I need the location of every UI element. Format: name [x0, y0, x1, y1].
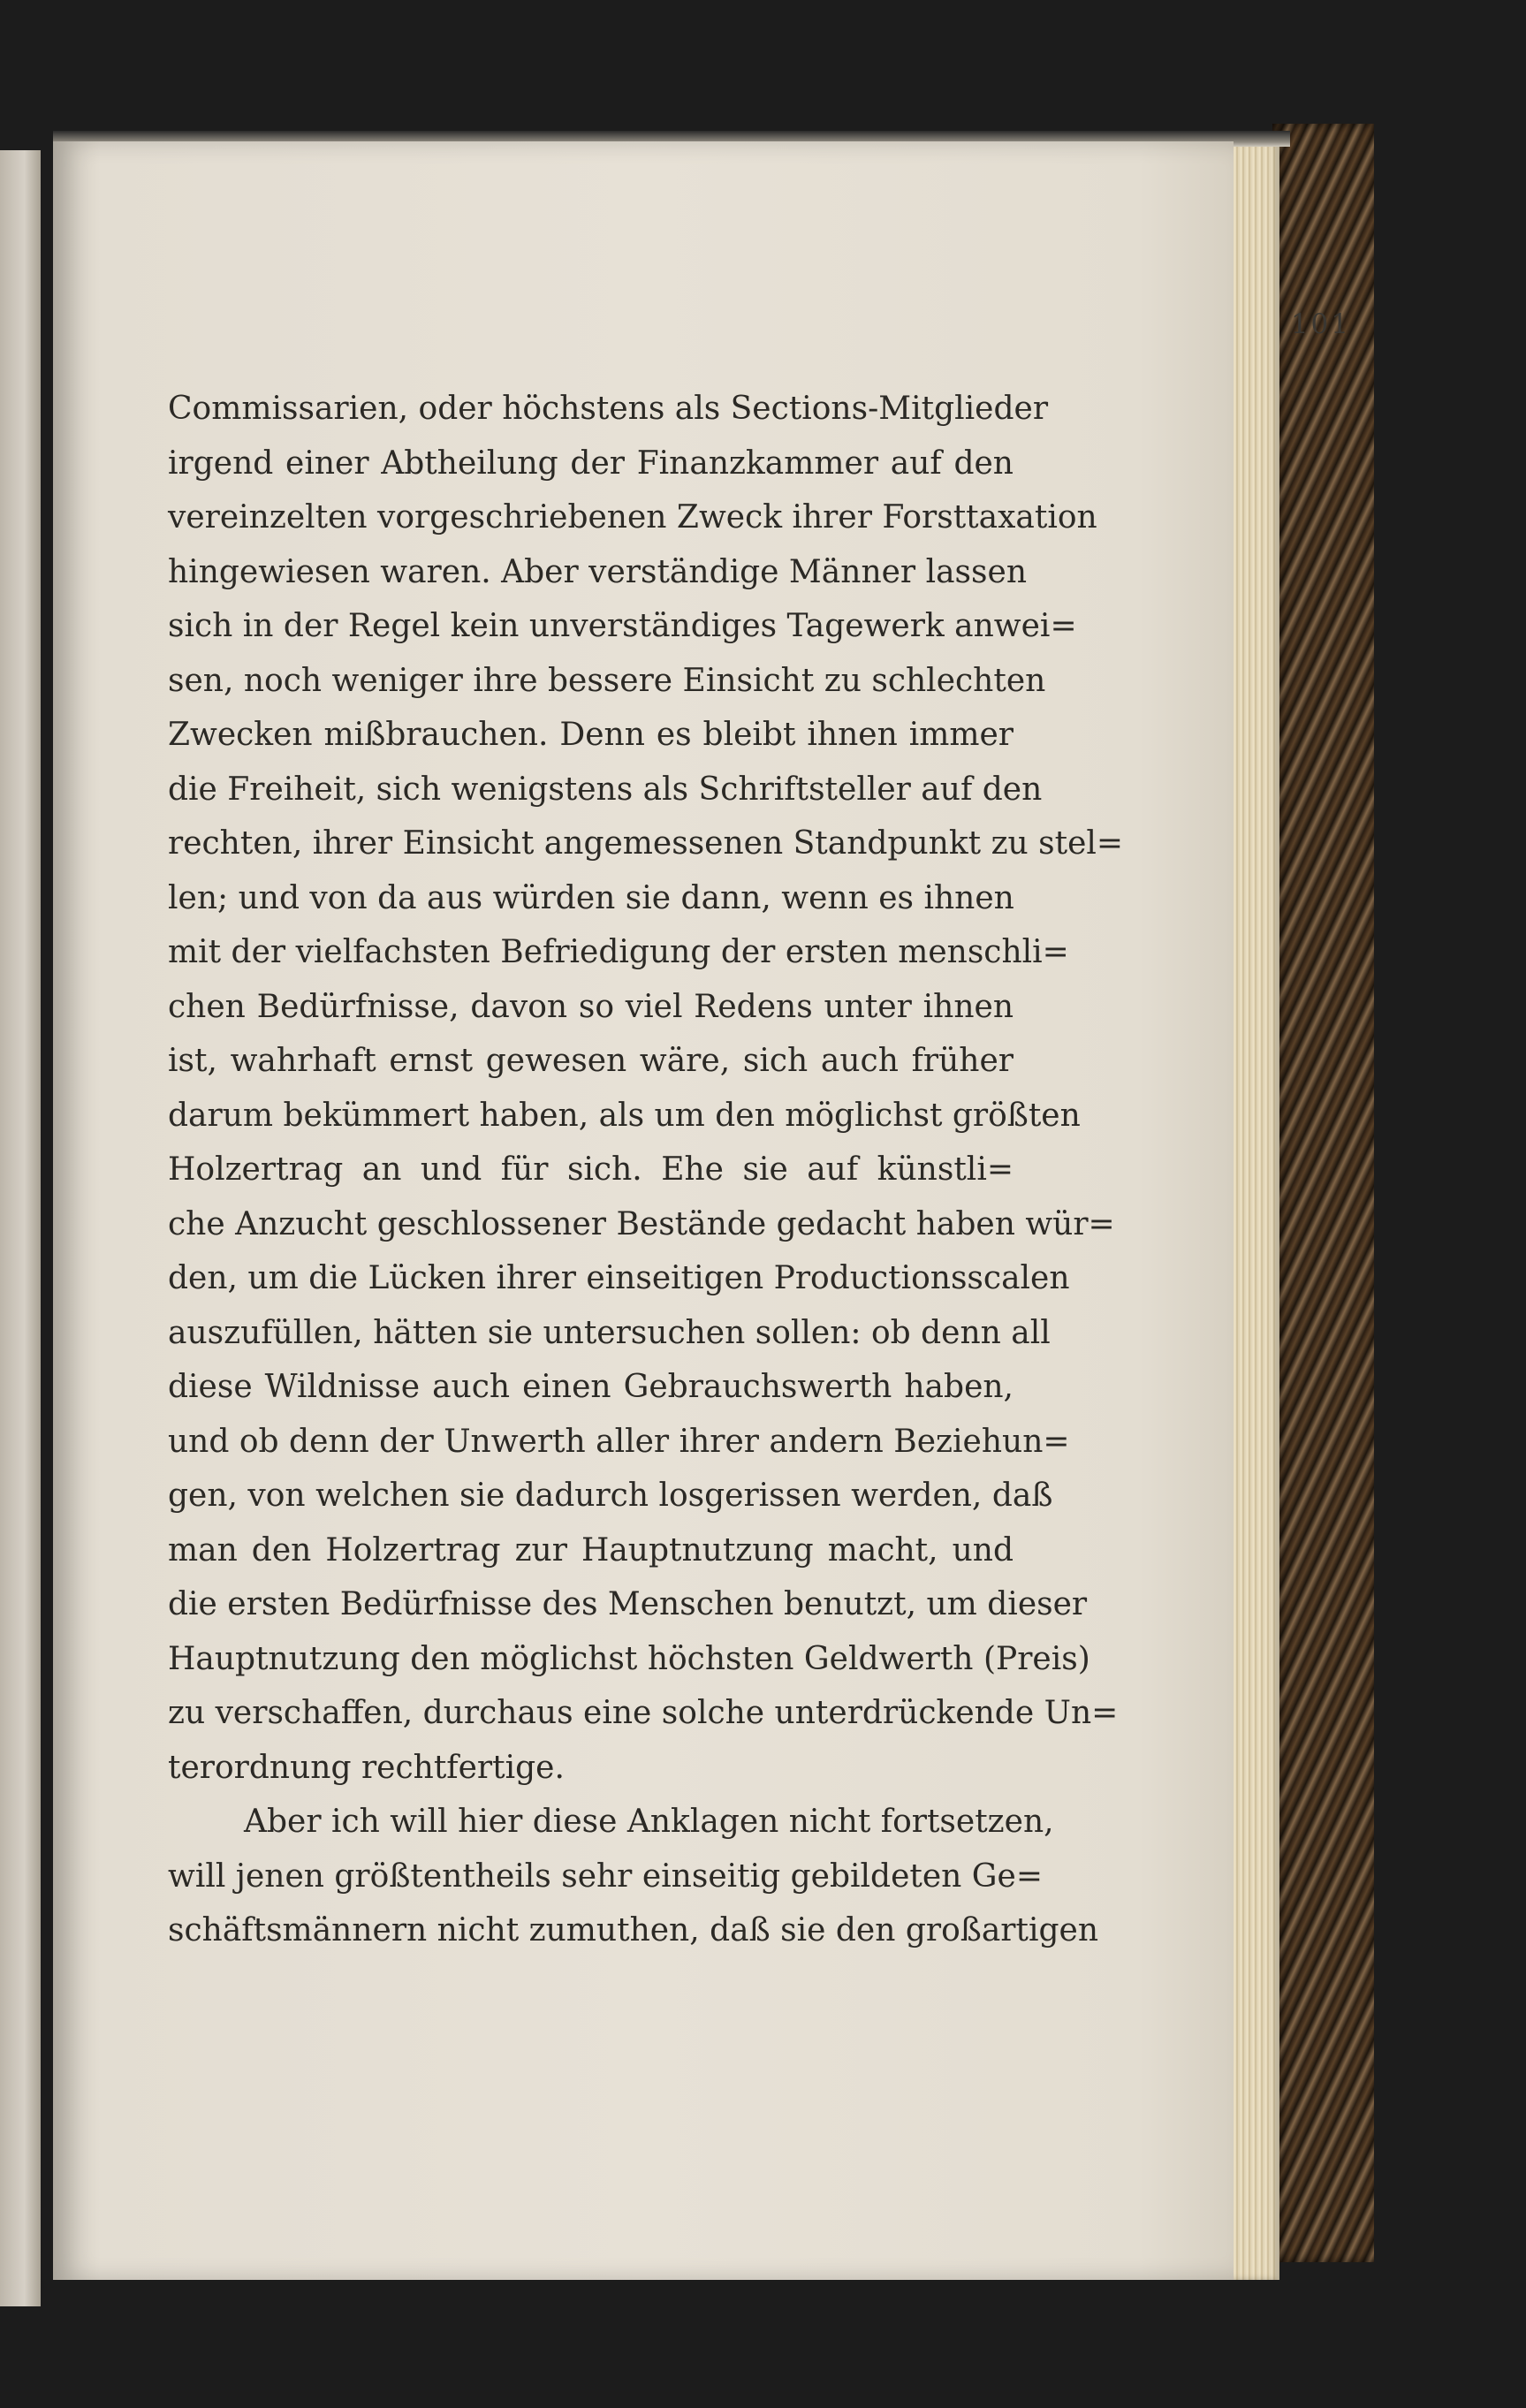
text-line: diese Wildnisse auch einen Gebrauchswerth haben, — [168, 1369, 1014, 1405]
text-line: darum bekümmert haben, als um den möglichst größten — [168, 1097, 1081, 1134]
text-line: irgend einer Abtheilung der Finanzkammer auf den — [168, 444, 1014, 482]
text-line: schäftsmännern nicht zumuthen, daß sie den großartigen — [168, 1912, 1098, 1948]
text-line: gen, von welchen sie dadurch losgerissen werden, daß — [168, 1477, 1053, 1514]
text-line: die ersten Bedürfnisse des Menschen benutzt, um dieser — [168, 1586, 1088, 1622]
text-line: terordnung rechtfertige. — [168, 1749, 565, 1786]
text-line: vereinzelten vorgeschriebenen Zweck ihrer Forsttaxation — [168, 499, 1097, 536]
text-line: rechten, ihrer Einsicht angemessenen Standpunkt zu stel= — [168, 825, 1124, 862]
text-line: den, um die Lücken ihrer einseitigen Productionsscalen — [168, 1260, 1070, 1296]
text-line: Hauptnutzung den möglichst höchsten Geldwerth (Preis) — [168, 1640, 1090, 1677]
text-line: sich in der Regel kein unverständiges Tagewerk anwei= — [168, 608, 1077, 644]
text-line: auszufüllen, hätten sie untersuchen sollen: ob denn all — [168, 1314, 1051, 1351]
text-line: die Freiheit, sich wenigstens als Schriftsteller auf den — [168, 771, 1043, 808]
text-line: hingewiesen waren. Aber verständige Männer lassen — [168, 553, 1027, 590]
book-cover-marbled — [1272, 124, 1374, 2262]
text-line: und ob denn der Unwerth aller ihrer andern Beziehun= — [168, 1423, 1070, 1460]
text-line: zu verschaffen, durchaus eine solche unterdrückende Un= — [168, 1695, 1119, 1731]
page-number: 101 — [1290, 308, 1351, 340]
text-line: Zwecken mißbrauchen. Denn es bleibt ihnen immer — [168, 717, 1014, 753]
text-line: chen Bedürfnisse, davon so viel Redens unter ihnen — [168, 988, 1014, 1025]
left-page-edge — [0, 150, 41, 2306]
body-text — [168, 382, 1124, 1958]
text-line: che Anzucht geschlossener Bestände gedacht haben wür= — [168, 1205, 1115, 1242]
text-line: len; und von da aus würden sie dann, wenn es ihnen — [168, 879, 1014, 916]
text-line: man den Holzertrag zur Hauptnutzung macht, und — [168, 1531, 1014, 1569]
text-line: Holzertrag an und für sich. Ehe sie auf künstli= — [168, 1151, 1014, 1188]
text-line: sen, noch weniger ihre bessere Einsicht zu schlechten — [168, 662, 1046, 699]
text-line: ist, wahrhaft ernst gewesen wäre, sich auch früher — [168, 1043, 1014, 1079]
text-line: mit der vielfachsten Befriedigung der ersten menschli= — [168, 934, 1069, 970]
text-line: Aber ich will hier diese Anklagen nicht fortsetzen, — [244, 1804, 1054, 1840]
page-edges — [1226, 141, 1279, 2280]
text-line: will jenen größtentheils sehr einseitig gebildeten Ge= — [168, 1857, 1043, 1895]
text-line: Commissarien, oder höchstens als Sections-Mitglieder — [168, 391, 1049, 427]
